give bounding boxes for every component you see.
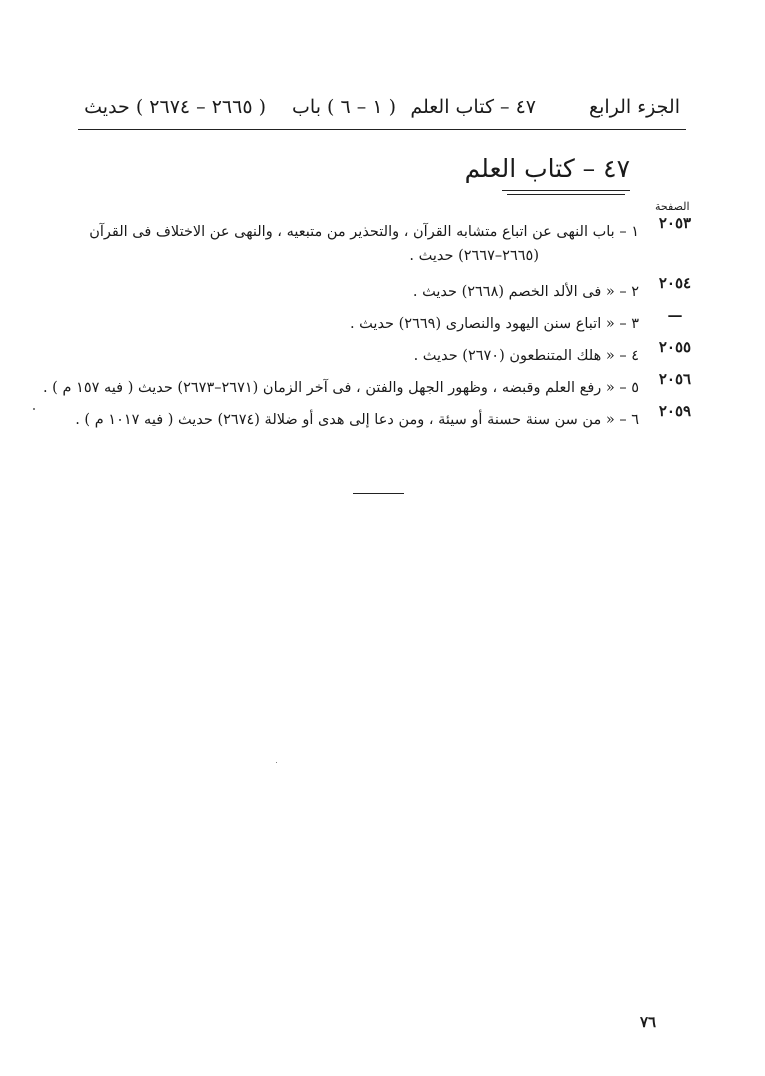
header-chapters: ( ١ – ٦ ) باب: [292, 96, 396, 118]
page-number: ٧٦: [640, 1013, 657, 1031]
toc-entry: [42, 370, 697, 402]
toc-entry-text: [62, 402, 639, 432]
toc-entry-page: ٢٠٥٤: [658, 274, 692, 292]
title-underline-second: [507, 194, 625, 195]
toc-entry-line: ١ – باب النهى عن اتباع متشابه القرآن ، والتحذير من متبعيه ، والنهى عن الاختلاف فى القرآن: [89, 224, 639, 240]
header-part: الجزء الرابع: [588, 96, 680, 118]
toc-entry-line: ٥ – « رفع العلم وقبضه ، وظهور الجهل والفتن ، فى آخر الزمان (٢٦٧١–٢٦٧٣) حديث ( فيه ١٥٧ م ) .: [42, 380, 639, 396]
toc-entry-text: [62, 306, 639, 336]
page-column-label: الصفحة: [655, 200, 690, 213]
toc-entry-page: —: [667, 306, 683, 324]
toc-entry-text: [62, 214, 639, 268]
toc-entry: [62, 274, 697, 306]
toc-entry-line: ٢ – « فى الألد الخصم (٢٦٦٨) حديث .: [412, 284, 639, 300]
toc-entry-page: ٢٠٥٣: [658, 214, 692, 232]
header-hadiths: ( ٢٦٦٥ – ٢٦٧٤ ) حديث: [84, 96, 266, 118]
running-header: [78, 92, 686, 130]
book-title: ٤٧ – كتاب العلم: [464, 154, 630, 183]
scan-speck: [33, 408, 35, 410]
toc-entry-line: ٣ – « اتباع سنن اليهود والنصارى (٢٦٦٩) حديث .: [349, 316, 639, 332]
toc-entry-line: ٤ – « هلك المتنطعون (٢٦٧٠) حديث .: [413, 348, 639, 364]
end-rule: [353, 493, 404, 494]
toc-entry-page: ٢٠٥٩: [658, 402, 692, 420]
toc-entry: [62, 306, 697, 338]
header-book: ٤٧ – كتاب العلم: [410, 96, 536, 118]
title-underline: [502, 190, 630, 191]
toc-entry-page: ٢٠٥٦: [658, 370, 692, 388]
table-of-contents: [42, 214, 697, 436]
toc-entry-page: ٢٠٥٥: [658, 338, 692, 356]
toc-entry: [62, 338, 697, 370]
toc-entry: [62, 402, 697, 436]
toc-entry-text: [62, 274, 639, 304]
header-rule: [78, 129, 686, 130]
toc-entry-line-continuation: (٢٦٦٥–٢٦٦٧) حديث .: [409, 248, 539, 264]
scan-speck: [276, 762, 277, 763]
toc-entry-text: [62, 338, 639, 368]
toc-entry: [62, 214, 697, 274]
toc-entry-line: ٦ – « من سن سنة حسنة أو سيئة ، ومن دعا إلى هدى أو ضلالة (٢٦٧٤) حديث ( فيه ١٠١٧ م ) .: [75, 412, 639, 428]
toc-entry-text: [42, 370, 639, 400]
